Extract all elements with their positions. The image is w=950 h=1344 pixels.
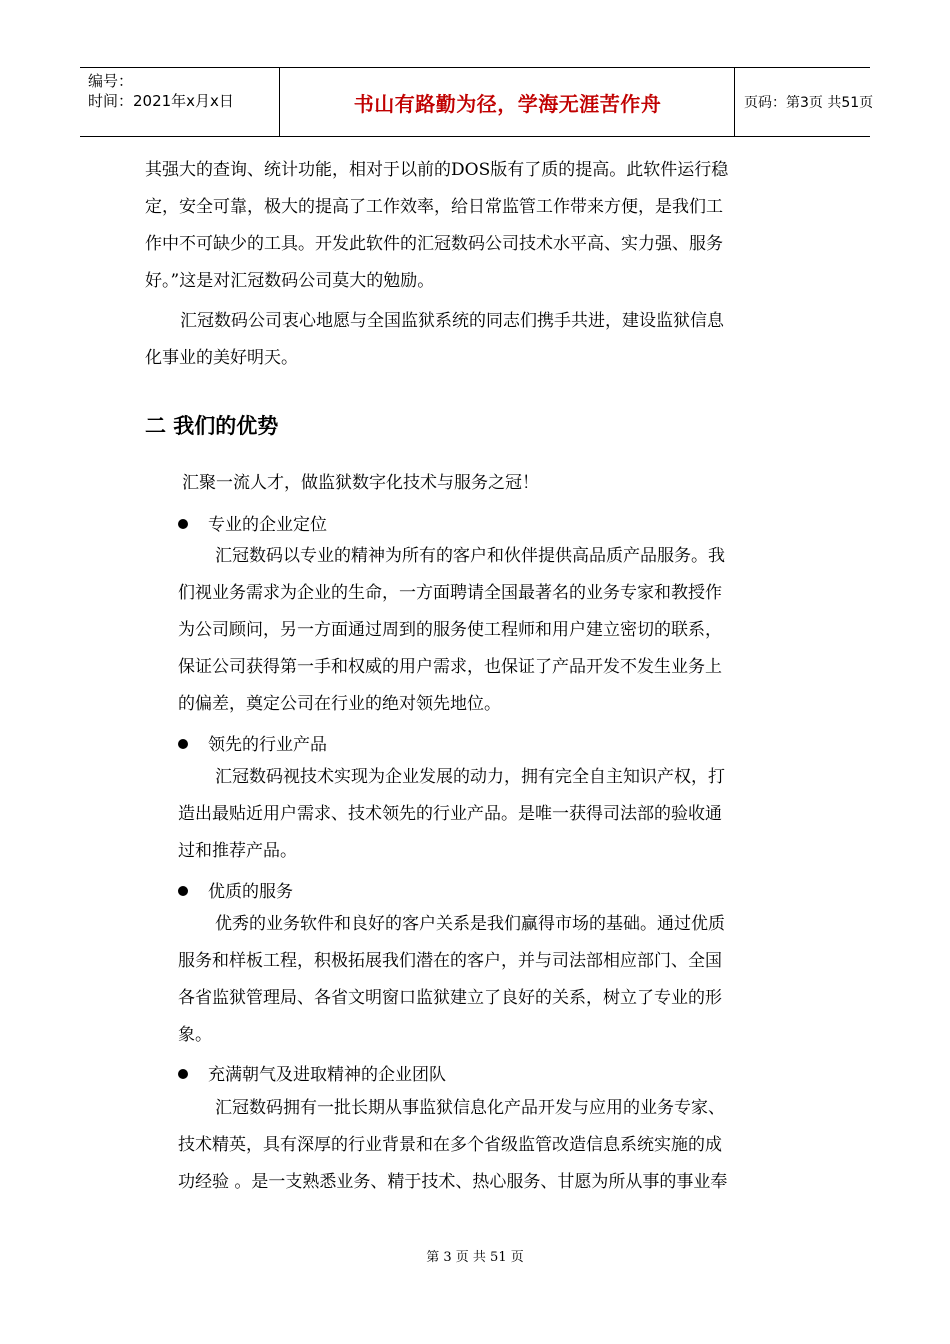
page-header — [80, 67, 874, 137]
bullet-dot-icon — [178, 1069, 188, 1079]
paragraph-line: 保证公司获得第一手和权威的用户需求，也保证了产品开发不发生业务上 — [178, 657, 722, 677]
bullet-dot-icon — [178, 739, 188, 749]
bullet-item-paragraph — [178, 538, 725, 723]
paragraph-line: 象。 — [178, 1025, 212, 1045]
paragraph-line: 为公司顾问，另一方面通过周到的服务使工程师和用户建立密切的联系， — [178, 620, 722, 640]
bullet-item-paragraph — [178, 759, 725, 870]
paragraph-line: 汇冠数码以专业的精神为所有的客户和伙伴提供高品质产品服务。我 — [215, 546, 725, 566]
paragraph-line: 化事业的美好明天。 — [145, 348, 298, 368]
paragraph-line: 服务和样板工程，积极拓展我们潜在的客户，并与司法部相应部门、全国 — [178, 951, 722, 971]
paragraph-line: 汇冠数码视技术实现为企业发展的动力，拥有完全自主知识产权，打 — [215, 767, 725, 787]
paragraph-line: 过和推荐产品。 — [178, 841, 297, 861]
paragraph-line: 汇冠数码公司衷心地愿与全国监狱系统的同志们携手共进，建设监狱信息 — [180, 311, 724, 331]
paragraph-line: 好。”这是对汇冠数码公司莫大的勉励。 — [145, 271, 435, 291]
closing-paragraph — [145, 303, 724, 377]
paragraph-line: 优秀的业务软件和良好的客户关系是我们赢得市场的基础。通过优质 — [215, 914, 725, 934]
paragraph-line: 们视业务需求为企业的生命，一方面聘请全国最著名的业务专家和教授作 — [178, 583, 722, 603]
section-title: 二 我们的优势 — [145, 414, 279, 438]
paragraph-line: 作中不可缺少的工具。开发此软件的汇冠数码公司技术水平高、实力强、服务 — [145, 234, 723, 254]
page-footer: 第 3 页 共 51 页 — [426, 1250, 524, 1265]
document-time-label: 时间：2021年x月x日 — [88, 92, 234, 110]
intro-paragraph — [145, 152, 728, 300]
paragraph-line: 的偏差，奠定公司在行业的绝对领先地位。 — [178, 694, 501, 714]
header-meta — [80, 68, 280, 136]
bullet-item-title: 专业的企业定位 — [178, 510, 327, 535]
bullet-item-paragraph — [178, 906, 725, 1054]
paragraph-line: 技术精英，具有深厚的行业背景和在多个省级监管改造信息系统实施的成 — [178, 1135, 722, 1155]
paragraph-line: 各省监狱管理局、各省文明窗口监狱建立了良好的关系，树立了专业的形 — [178, 988, 722, 1008]
bullet-item-title: 充满朝气及进取精神的企业团队 — [178, 1060, 446, 1085]
bullet-dot-icon — [178, 519, 188, 529]
header-motto: 书山有路勤为径，学海无涯苦作舟 — [281, 68, 735, 136]
paragraph-line: 其强大的查询、统计功能，相对于以前的DOS版有了质的提高。此软件运行稳 — [145, 160, 729, 180]
bullet-dot-icon — [178, 886, 188, 896]
bullet-item-title: 优质的服务 — [178, 877, 293, 902]
paragraph-line: 定，安全可靠，极大的提高了工作效率，给日常监管工作带来方便，是我们工 — [145, 197, 723, 217]
header-page-label: 页码：第3页 共51页 — [744, 95, 874, 111]
section-slogan: 汇聚一流人才，做监狱数字化技术与服务之冠！ — [182, 473, 539, 493]
paragraph-line: 汇冠数码拥有一批长期从事监狱信息化产品开发与应用的业务专家、 — [215, 1098, 725, 1118]
bullet-item-paragraph — [178, 1090, 727, 1201]
paragraph-line: 造出最贴近用户需求、技术领先的行业产品。是唯一获得司法部的验收通 — [178, 804, 722, 824]
paragraph-line: 功经验 。是一支熟悉业务、精于技术、热心服务、甘愿为所从事的事业奉 — [178, 1172, 728, 1192]
document-number-label: 编号： — [88, 72, 134, 90]
bullet-item-title: 领先的行业产品 — [178, 730, 327, 755]
